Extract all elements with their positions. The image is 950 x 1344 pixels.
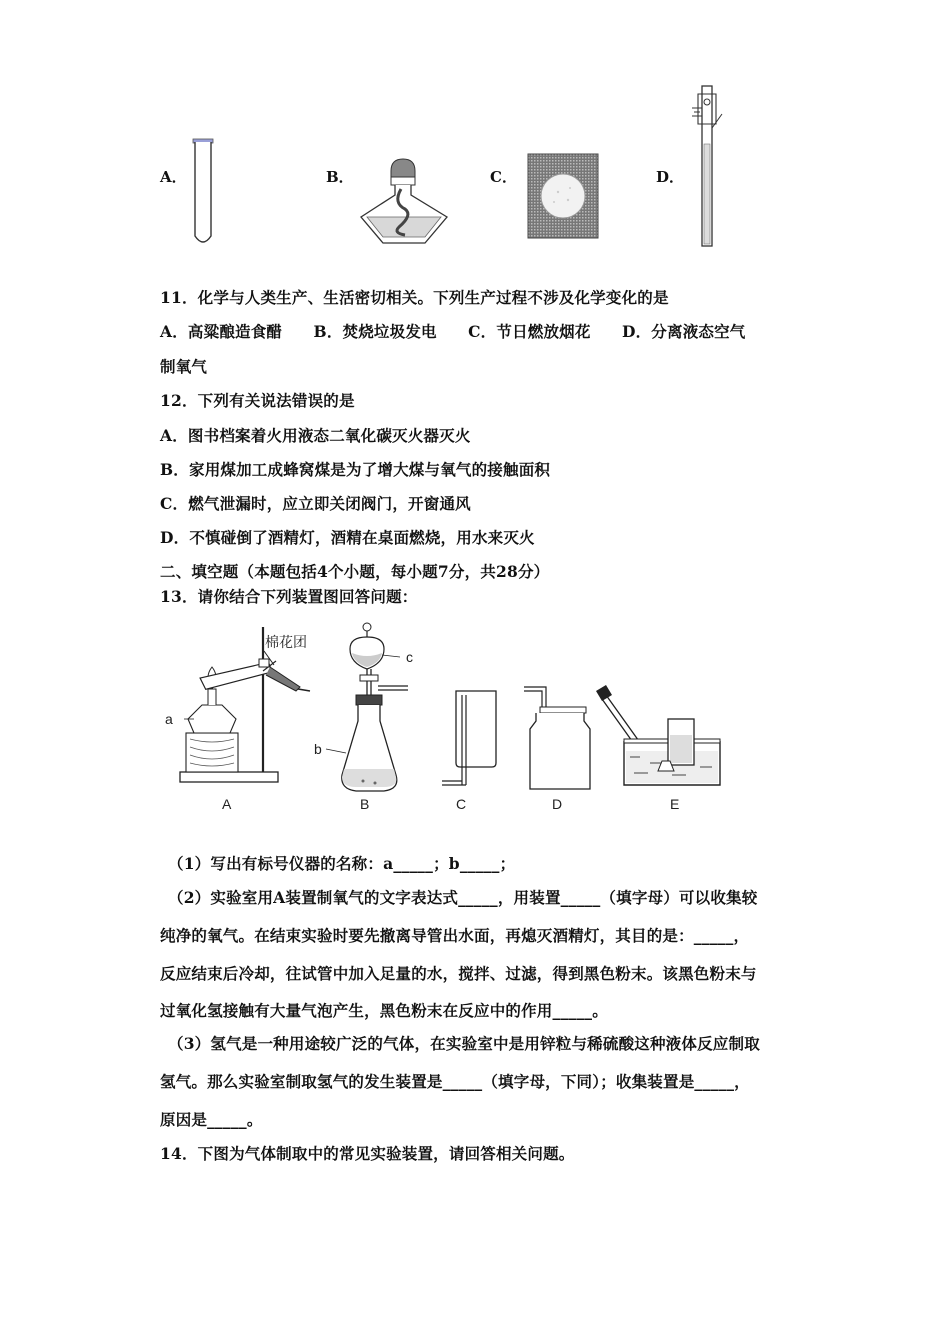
test-tube-holder-icon — [688, 84, 728, 250]
option-a-label: A． — [160, 168, 187, 186]
q13-stem: 13．请你结合下列装置图回答问题： — [160, 587, 418, 606]
q13-part-2-line-2: 纯净的氧气。在结束实验时要先撤离导管出水面，再熄灭酒精灯，其目的是：_____， — [160, 926, 750, 945]
label-c: c — [406, 649, 413, 665]
alcohol-lamp-icon — [355, 155, 455, 250]
apparatus-c — [442, 691, 496, 785]
option-b-label: B． — [326, 168, 354, 186]
q12-option-d: D．不慎碰倒了酒精灯，酒精在桌面燃烧，用水来灭火 — [160, 528, 535, 547]
label-a: a — [165, 711, 173, 727]
q12-option-b: B．家用煤加工成蜂窝煤是为了增大煤与氧气的接触面积 — [160, 460, 551, 479]
apparatus-a — [180, 627, 310, 782]
q13-part-3-line-2: 氢气。那么实验室制取氢气的发生装置是_____（填字母，下同）；收集装置是_____， — [160, 1072, 750, 1091]
q12-option-a: A．图书档案着火用液态二氧化碳灭火器灭火 — [160, 426, 471, 445]
q14-stem: 14．下图为气体制取中的常见实验装置，请回答相关问题。 — [160, 1144, 575, 1163]
test-tube-icon — [190, 136, 220, 252]
q13-part-1: （1）写出有标号仪器的名称：a_____；b_____； — [168, 854, 516, 873]
apparatus-e — [596, 685, 720, 785]
q13-part-2-line-3: 反应结束后冷却，往试管中加入足量的水，搅拌、过滤，得到黑色粉末。该黑色粉末与 — [160, 964, 757, 983]
apparatus-b — [342, 623, 408, 791]
option-c-label: C． — [490, 168, 517, 186]
label-b: b — [314, 741, 322, 757]
q13-part-2-line-1: （2）实验室用A装置制氧气的文字表达式_____，用装置_____（填字母）可以收集较 — [168, 888, 758, 907]
q12-stem: 12．下列有关说法错误的是 — [160, 391, 355, 410]
apparatus-label-a: A — [222, 796, 232, 812]
apparatus-figure — [160, 615, 800, 820]
q11-options: A．高粱酿造食醋 B．焚烧垃圾发电 C．节日燃放烟花 D．分离液态空气 — [160, 322, 746, 341]
cotton-ball-label: 棉花团 — [265, 634, 307, 650]
q11-stem: 11．化学与人类生产、生活密切相关。下列生产过程不涉及化学变化的是 — [160, 288, 669, 307]
asbestos-gauze-icon — [528, 154, 600, 240]
q11-options-cont: 制氧气 — [160, 357, 208, 376]
q13-part-2-line-4: 过氧化氢接触有大量气泡产生，黑色粉末在反应中的作用_____。 — [160, 1001, 608, 1020]
q13-part-3-line-3: 原因是_____。 — [160, 1110, 263, 1129]
option-d-label: D． — [656, 168, 685, 186]
apparatus-d — [524, 687, 590, 789]
apparatus-label-d: D — [552, 796, 563, 812]
apparatus-label-b: B — [360, 796, 370, 812]
section-2-title: 二、填空题（本题包括4个小题，每小题7分，共28分） — [160, 562, 550, 581]
apparatus-label-e: E — [670, 796, 680, 812]
q13-part-3-line-1: （3）氢气是一种用途较广泛的气体，在实验室中是用锌粒与稀硫酸这种液体反应制取 — [168, 1034, 760, 1053]
apparatus-label-c: C — [456, 796, 467, 812]
q12-option-c: C．燃气泄漏时，应立即关闭阀门，开窗通风 — [160, 494, 471, 513]
